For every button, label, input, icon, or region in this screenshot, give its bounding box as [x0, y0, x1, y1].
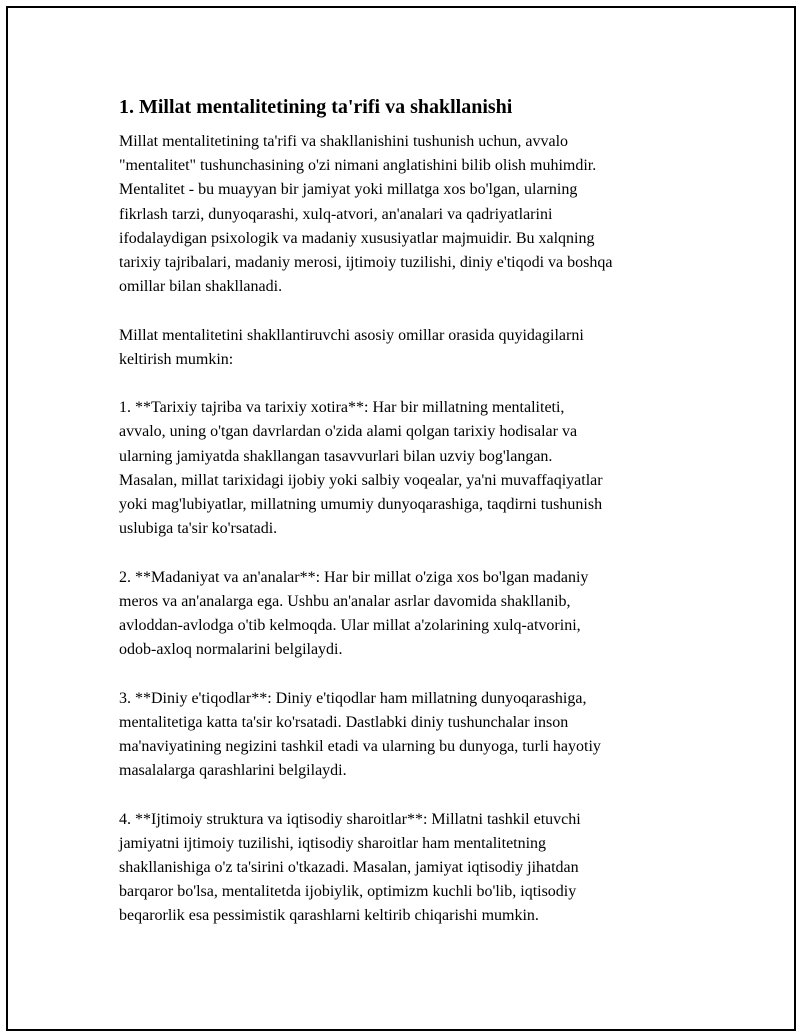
text-line: Millat mentalitetining ta'rifi va shakllanishini tushunish uchun, avvalo [119, 133, 569, 150]
text-line: ularning jamiyatda shakllangan tasavvurlari bilan uzviy bog'langan. [119, 447, 553, 465]
text-line: odob-axloq normalarini belgilaydi. [119, 641, 343, 659]
text-line: avloddan-avlodga o'tib kelmoqda. Ular millat a'zolarining xulq-atvorini, [119, 617, 581, 635]
text-line: 3. **Diniy e'tiqodlar**: Diniy e'tiqodlar ham millatning dunyoqarashiga, [119, 689, 587, 707]
text-line: shakllanishiga o'z ta'sirini o'tkazadi. Masalan, jamiyat iqtisodiy jihatdan [119, 859, 579, 877]
text-line: 4. **Ijtimoiy struktura va iqtisodiy sharoitlar**: Millatni tashkil etuvchi [119, 810, 581, 828]
text-line: yoki mag'lubiyatlar, millatning umumiy dunyoqarashiga, taqdirni tushunish [119, 496, 603, 514]
text-line: "mentalitet" tushunchasining o'zi nimani anglatishini bilib olish muhimdir. [119, 157, 597, 175]
section-title: 1. Millat mentalitetining ta'rifi va shakllanishi [119, 96, 513, 118]
text-line: 2. **Madaniyat va an'analar**: Har bir millat o'ziga xos bo'lgan madaniy [119, 568, 589, 586]
text-line: uslubiga ta'sir ko'rsatadi. [119, 520, 278, 538]
text-line: ma'naviyatining negizini tashkil etadi va ularning bu dunyoga, turli hayotiy [119, 738, 601, 756]
paragraph-factor-1 [119, 396, 689, 541]
document-content [119, 94, 689, 953]
text-line: barqaror bo'lsa, mentalitetda ijobiylik, optimizm kuchli bo'lib, iqtisodiy [119, 883, 577, 901]
text-line: mentalitetiga katta ta'sir ko'rsatadi. Dastlabki diniy tushunchalar inson [119, 713, 569, 731]
text-line: beqarorlik esa pessimistik qarashlarni keltirib chiqarishi mumkin. [119, 907, 539, 925]
text-line: tarixiy tajribalari, madaniy merosi, ijtimoiy tuzilishi, diniy e'tiqodi va boshqa [119, 254, 613, 272]
text-line: jamiyatni ijtimoiy tuzilishi, iqtisodiy sharoitlar ham mentalitetning [119, 834, 547, 852]
text-line: fikrlash tarzi, dunyoqarashi, xulq-atvori, an'analari va qadriyatlarini [119, 205, 553, 223]
text-line: avvalo, uning o'tgan davrlardan o'zida alami qolgan tarixiy hodisalar va [119, 423, 578, 441]
paragraph-factor-4 [119, 808, 689, 929]
text-line: masalalarga qarashlarini belgilaydi. [119, 762, 347, 780]
text-line: Millat mentalitetini shakllantiruvchi asosiy omillar orasida quyidagilarni [119, 326, 584, 344]
paragraph-intro [119, 130, 689, 299]
paragraph-factor-3 [119, 687, 689, 784]
document-page [6, 6, 796, 1031]
text-line: Masalan, millat tarixidagi ijobiy yoki salbiy voqealar, ya'ni muvaffaqiyatlar [119, 471, 603, 489]
paragraph-factor-2 [119, 566, 689, 663]
text-line: keltirish mumkin: [119, 350, 234, 368]
text-line: 1. **Tarixiy tajriba va tarixiy xotira**: Har bir millatning mentaliteti, [119, 399, 565, 417]
text-line: Mentalitet - bu muayyan bir jamiyat yoki millatga xos bo'lgan, ularning [119, 181, 578, 199]
text-line: ifodalaydigan psixologik va madaniy xususiyatlar majmuidir. Bu xalqning [119, 229, 595, 247]
text-line: meros va an'analarga ega. Ushbu an'analar asrlar davomida shakllanib, [119, 592, 571, 610]
text-line: omillar bilan shakllanadi. [119, 278, 283, 296]
paragraph-factors-intro [119, 324, 689, 372]
